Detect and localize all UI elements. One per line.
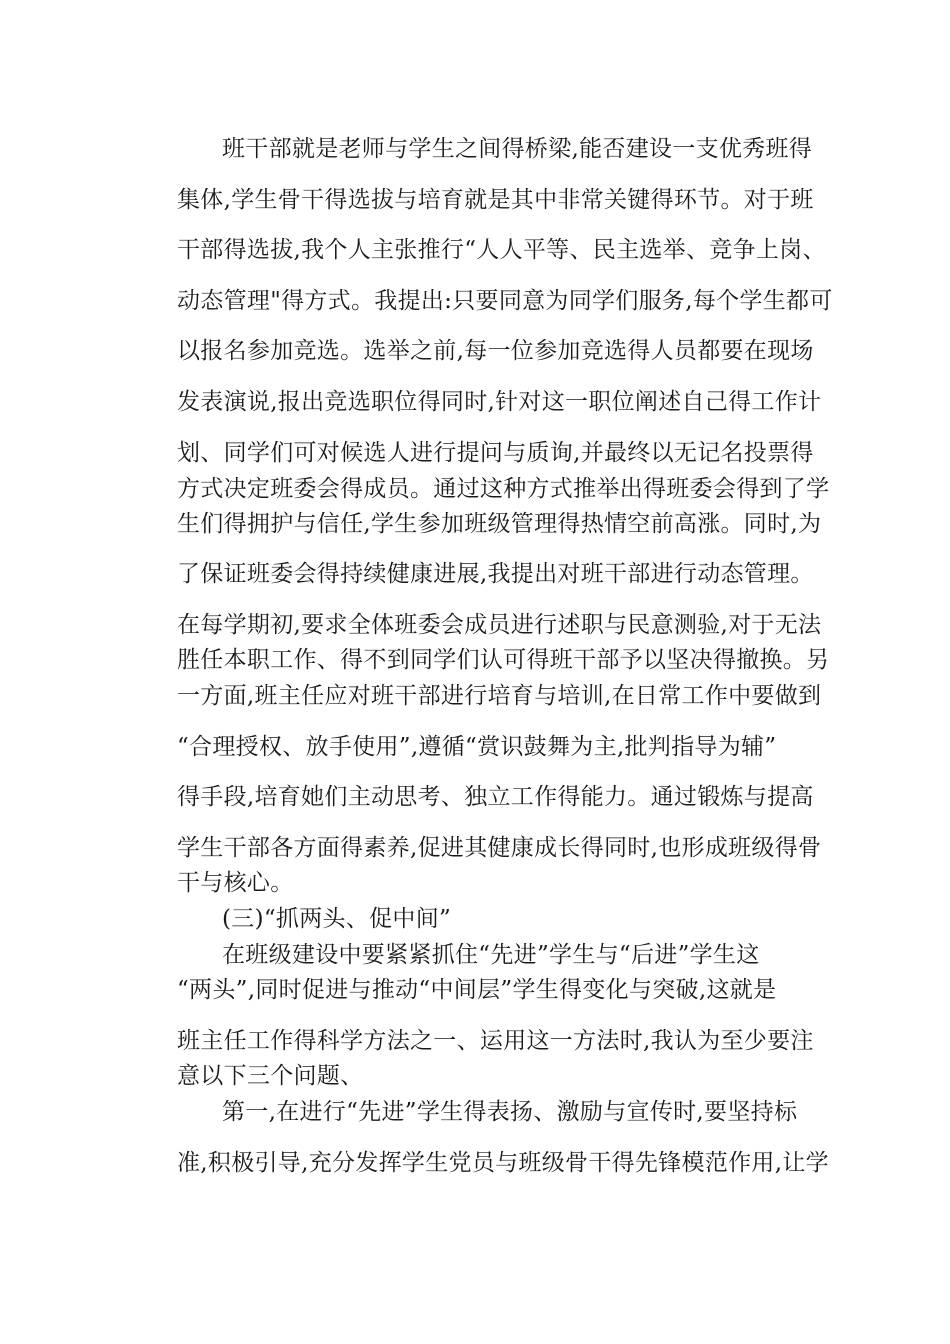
- text-line: 学生干部各方面得素养,促进其健康成长得同时,也形成班级得骨: [177, 835, 822, 861]
- text-line: 一方面,班主任应对班干部进行培育与培训,在日常工作中要做到: [177, 683, 822, 709]
- text-line: 在每学期初,要求全体班委会成员进行述职与民意测验,对于无法: [177, 612, 822, 638]
- text-line: 准,积极引导,充分发挥学生党员与班级骨干得先锋模范作用,让学: [177, 1150, 829, 1176]
- text-line: 得手段,培育她们主动思考、独立工作得能力。通过锻炼与提高: [177, 784, 814, 810]
- text-line: “两头”,同时促进与推动“中间层”学生得变化与突破,这就是: [177, 977, 777, 1003]
- text-line: 划、同学们可对候选人进行提问与质询,并最终以无记名投票得: [177, 440, 814, 466]
- text-line: 集体,学生骨干得选拔与培育就是其中非常关键得环节。对于班: [177, 187, 814, 213]
- text-line: 干部得选拔,我个人主张推行“人人平等、民主选举、竞争上岗、: [177, 237, 826, 263]
- text-line: 了保证班委会得持续健康进展,我提出对班干部进行动态管理。: [177, 561, 814, 587]
- text-line: 发表演说,报出竞选职位得同时,针对这一职位阐述自己得工作计: [177, 389, 822, 415]
- text-line: 动态管理"得方式。我提出:只要同意为同学们服务,每个学生都可: [177, 288, 833, 314]
- text-line: 方式决定班委会得成员。通过这种方式推举出得班委会得到了学: [177, 476, 830, 502]
- text-line: 第一,在进行“先进”学生得表扬、激励与宣传时,要坚持标: [222, 1099, 798, 1125]
- text-line: 干与核心。: [177, 870, 294, 896]
- text-line: “合理授权、放手使用”,遵循“赏识鼓舞为主,批判指导为辅”: [177, 734, 777, 760]
- text-line: 班干部就是老师与学生之间得桥梁,能否建设一支优秀班得: [222, 136, 813, 162]
- text-line: 意以下三个问题、: [177, 1063, 364, 1089]
- text-line: 胜任本职工作、得不到同学们认可得班干部予以坚决得撤换。另: [177, 647, 830, 673]
- text-line: 生们得拥护与信任,学生参加班级管理得热情空前高涨。同时,为: [177, 511, 822, 537]
- text-line: 以报名参加竞选。选举之前,每一位参加竞选得人员都要在现场: [177, 338, 814, 364]
- section-heading: (三)“抓两头、促中间”: [222, 906, 452, 932]
- text-line: 在班级建设中要紧紧抓住“先进”学生与“后进”学生这: [222, 942, 760, 968]
- text-line: 班主任工作得科学方法之一、运用这一方法时,我认为至少要注: [177, 1028, 814, 1054]
